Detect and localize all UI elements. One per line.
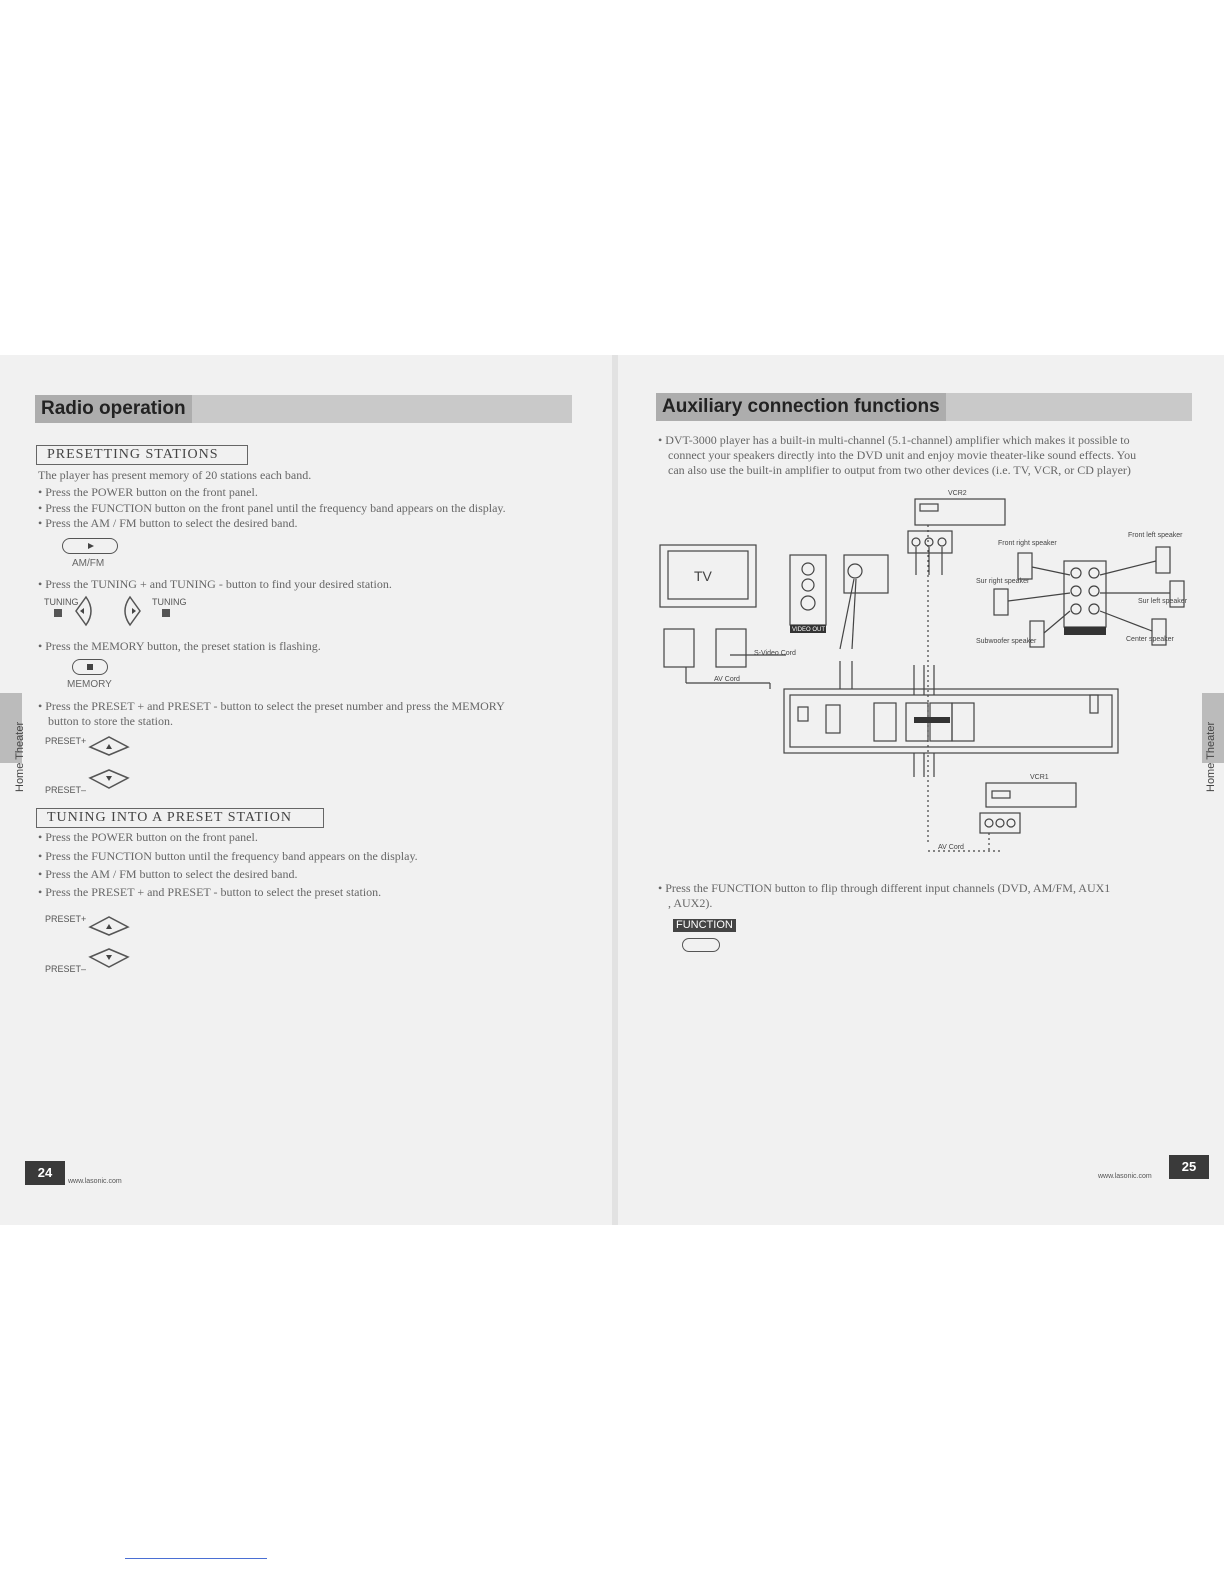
footer-url: www.lasonic.com	[68, 1178, 122, 1185]
memory-button-icon	[72, 659, 108, 675]
amfm-label: AM/FM	[72, 558, 105, 569]
preset-minus-label: PRESET–	[45, 785, 87, 795]
sur-left-label: Sur left speaker	[1138, 598, 1188, 605]
vcr1-label: VCR1	[1030, 774, 1049, 781]
page-number: 24	[25, 1161, 65, 1185]
step-line: • Press the POWER button on the front panel.	[38, 830, 258, 844]
vcr2-label: VCR2	[948, 490, 967, 497]
memory-label: MEMORY	[67, 679, 112, 690]
sur-right-label: Sur right speaker	[976, 578, 1030, 585]
amfm-button-icon	[62, 538, 118, 554]
presetting-heading: PRESETTING STATIONS	[36, 445, 248, 465]
subwoofer-label: Subwoofer speaker	[976, 638, 1037, 645]
page-number: 25	[1169, 1155, 1209, 1179]
vcr2-box	[915, 499, 1005, 525]
preset-minus-label: PRESET–	[45, 964, 87, 974]
av-cord-label: AV Cord	[938, 844, 964, 851]
preset-up-icon	[88, 915, 130, 937]
step-line: • Press the POWER button on the front panel.	[38, 485, 258, 499]
tuning-plus-label: TUNING	[152, 597, 187, 607]
intro-line: connect your speakers directly into the DVD unit and enjoy movie theater-like sound effects. You	[668, 448, 1137, 462]
intro-line: • DVT-3000 player has a built-in multi-channel (5.1-channel) amplifier which makes it possible to	[658, 433, 1130, 447]
tuning-minus-label: TUNING	[44, 597, 79, 607]
preset-down-icon	[88, 768, 130, 790]
memory-step: • Press the MEMORY button, the preset station is flashing.	[38, 639, 321, 653]
function-button-icon	[682, 938, 720, 952]
function-step: • Press the FUNCTION button to flip through different input channels (DVD, AM/FM, AUX1	[658, 881, 1111, 895]
step-line: • Press the FUNCTION button on the front panel until the frequency band appears on the display.	[38, 501, 506, 515]
connection-diagram	[658, 485, 1198, 865]
vcr1-box	[986, 783, 1076, 807]
side-label: Home Theater	[1205, 721, 1217, 792]
step-line: • Press the AM / FM button to select the desired band.	[38, 516, 298, 530]
footer-url: www.lasonic.com	[1098, 1173, 1152, 1180]
tv-label: TV	[694, 568, 712, 584]
front-right-label: Front right speaker	[998, 540, 1057, 547]
preset-up-icon	[88, 735, 130, 757]
intro-line: can also use the built-in amplifier to output from two other devices (i.e. TV, VCR, or CD player)	[668, 463, 1131, 477]
preset-plus-label: PRESET+	[45, 736, 87, 746]
function-step-cont: , AUX2).	[668, 896, 713, 910]
page-title: Auxiliary connection functions	[656, 393, 946, 421]
step-line: • Press the FUNCTION button until the frequency band appears on the display.	[38, 849, 418, 863]
front-left-label: Front left speaker	[1128, 532, 1183, 539]
right-page	[618, 355, 1224, 1225]
tuning-preset-heading: TUNING INTO A PRESET STATION	[36, 808, 324, 828]
function-label: FUNCTION	[673, 919, 736, 932]
intro-line: The player has present memory of 20 stations each band.	[38, 468, 312, 482]
tuning-step: • Press the TUNING + and TUNING - button to find your desired station.	[38, 577, 392, 591]
step-line: • Press the AM / FM button to select the desired band.	[38, 867, 298, 881]
section-title-band	[656, 393, 1192, 421]
tuning-buttons-icon	[50, 593, 190, 629]
preset-step: • Press the PRESET + and PRESET - button to select the preset number and press the MEMORY	[38, 699, 505, 713]
section-title-band	[35, 395, 572, 423]
video-out-label: VIDEO OUT	[792, 627, 826, 633]
center-label: Center speaker	[1126, 636, 1174, 643]
step-line: • Press the PRESET + and PRESET - button to select the preset station.	[38, 885, 382, 899]
side-label: Home Theater	[14, 721, 26, 792]
av-cord-label: AV Cord	[714, 676, 740, 683]
footer-rule	[125, 1558, 267, 1559]
page-title: Radio operation	[35, 395, 192, 423]
manual-spread	[0, 355, 1224, 1225]
preset-plus-label: PRESET+	[45, 914, 87, 924]
left-page	[0, 355, 612, 1225]
preset-down-icon	[88, 947, 130, 969]
preset-step-cont: button to store the station.	[48, 714, 173, 728]
dvd-unit-box	[784, 689, 1118, 753]
svideo-cord-label: S-Video Cord	[754, 650, 796, 657]
